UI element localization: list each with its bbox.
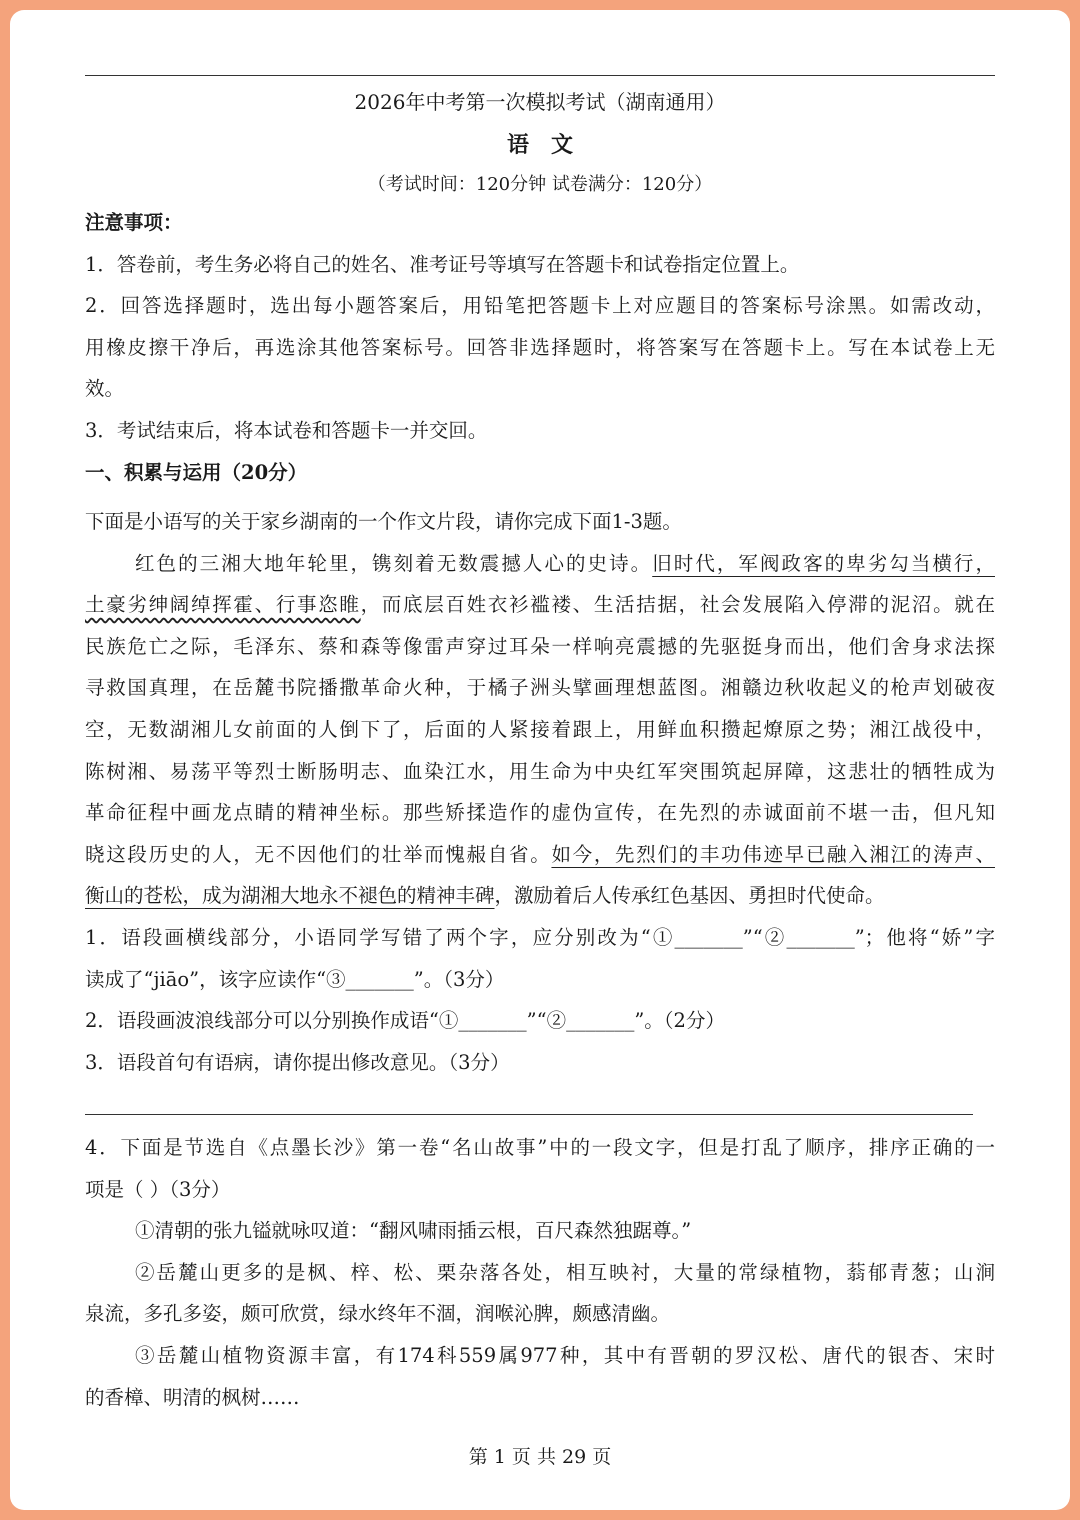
subject-title: 语文 xyxy=(506,132,595,158)
passage-line: 革命征程中画龙点睛的精神坐标。那些矫揉造作的虚伪宣传，在先烈的赤诚面前不堪一击，但凡知 xyxy=(85,801,995,825)
passage-intro: 下面是小语写的关于家乡湖南的一个作文片段，请你完成下面1-3题。 xyxy=(85,510,682,533)
answer-line xyxy=(85,1114,973,1115)
passage-line: 空，无数湖湘儿女前面的人倒下了，后面的人紧接着跟上，用鲜血积攒起燎原之势；湘江战役中， xyxy=(85,717,995,741)
question-1: 1．语段画横线部分，小语同学写错了两个字，应分别改为“①_______”“②_______”；他将“娇”字 xyxy=(85,925,995,949)
passage-line: 寻救国真理，在岳麓书院播撒革命火种，于橘子洲头擘画理想蓝图。湘赣边秋收起义的枪声划破夜 xyxy=(85,676,995,700)
passage-text: ，激励着后人传承红色基因、勇担时代使命。 xyxy=(494,884,885,908)
passage-text: ，而底层百姓衣衫褴褛、生活拮据，社会发展陷入停滞的泥沼。就在 xyxy=(360,593,995,617)
sentence-2-cont: 泉流，多孔多姿，颇可欣赏，绿水终年不涸，润喉沁脾，颇感清幽。 xyxy=(85,1302,671,1326)
wavy-underlined-text: 土豪劣绅阔绰挥霍、行事恣睢 xyxy=(85,593,361,617)
passage-text: 晓这段历史的人，无不因他们的壮举而愧赧自省。 xyxy=(85,842,552,866)
notice-item-1: 1．答卷前，考生务必将自己的姓名、准考证号等填写在答题卡和试卷指定位置上。 xyxy=(85,252,800,276)
passage-line xyxy=(85,584,995,626)
passage-line: 民族危亡之际，毛泽东、蔡和森等像雷声穿过耳朵一样响亮震撼的先驱挺身而出，他们舍身求法探 xyxy=(85,634,995,658)
section-heading: 一、积累与运用（20分） xyxy=(85,460,308,484)
page-footer: 第 1 页 共 29 页 xyxy=(468,1446,612,1468)
question-3: 3．语段首句有语病，请你提出修改意见。（3分） xyxy=(85,1050,510,1074)
notice-item-2-cont: 用橡皮擦干净后，再选涂其他答案标号。回答非选择题时，将答案写在答题卡上。写在本试卷上无 xyxy=(85,335,995,359)
straight-underlined-text: 旧时代，军阀政客的卑劣勾当横行， xyxy=(652,551,995,575)
passage-line xyxy=(85,543,995,585)
straight-underlined-text: 如今，先烈们的丰功伟迹早已融入湘江的涛声、 xyxy=(551,842,995,866)
question-4-cont: 项是（ ）（3分） xyxy=(85,1177,231,1201)
sentence-1: ①清朝的张九镒就咏叹道：“翻风啸雨插云根，百尺森然独踞尊。” xyxy=(135,1219,692,1243)
sentence-3-cont: 的香樟、明清的枫树…… xyxy=(85,1385,300,1409)
notice-heading: 注意事项： xyxy=(85,211,183,234)
header-rule xyxy=(85,75,995,76)
sentence-3: ③岳麓山植物资源丰富，有174科559属977种，其中有晋朝的罗汉松、唐代的银杏、宋时 xyxy=(135,1343,995,1367)
exam-title: 2026年中考第一次模拟考试（湖南通用） xyxy=(354,90,726,114)
notice-item-2: 2．回答选择题时，选出每小题答案后，用铅笔把答题卡上对应题目的答案标号涂黑。如需改动， xyxy=(85,294,995,318)
notice-item-3: 3．考试结束后，将本试卷和答题卡一并交回。 xyxy=(85,418,488,442)
notice-block xyxy=(85,202,995,493)
question-1-cont: 读成了“jiāo”，该字应读作“③_______”。（3分） xyxy=(85,967,505,991)
passage-text: 红色的三湘大地年轮里，镌刻着无数震撼人心的史诗。 xyxy=(135,551,653,575)
sentence-2: ②岳麓山更多的是枫、梓、松、栗杂落各处，相互映衬，大量的常绿植物，蓊郁青葱；山涧 xyxy=(135,1260,995,1284)
passage-line xyxy=(85,834,995,876)
question-4-block xyxy=(85,1127,995,1418)
exam-page xyxy=(10,10,1070,1510)
exam-info: （考试时间：120分钟 试卷满分：120分） xyxy=(367,174,713,195)
question-2: 2．语段画波浪线部分可以分别换作成语“①_______”“②_______”。（2分） xyxy=(85,1009,725,1033)
passage-line xyxy=(85,875,995,917)
passage-block xyxy=(85,501,995,1083)
straight-underlined-text: 衡山的苍松，成为湖湘大地永不褪色的精神丰碑 xyxy=(85,884,495,908)
passage-line: 陈树湘、易荡平等烈士断肠明志、血染江水，用生命为中央红军突围筑起屏障，这悲壮的牺牲成为 xyxy=(85,759,995,783)
notice-item-2-end: 效。 xyxy=(85,377,125,401)
question-4: 4．下面是节选自《点墨长沙》第一卷“名山故事”中的一段文字，但是打乱了顺序，排序正确的一 xyxy=(85,1136,995,1159)
